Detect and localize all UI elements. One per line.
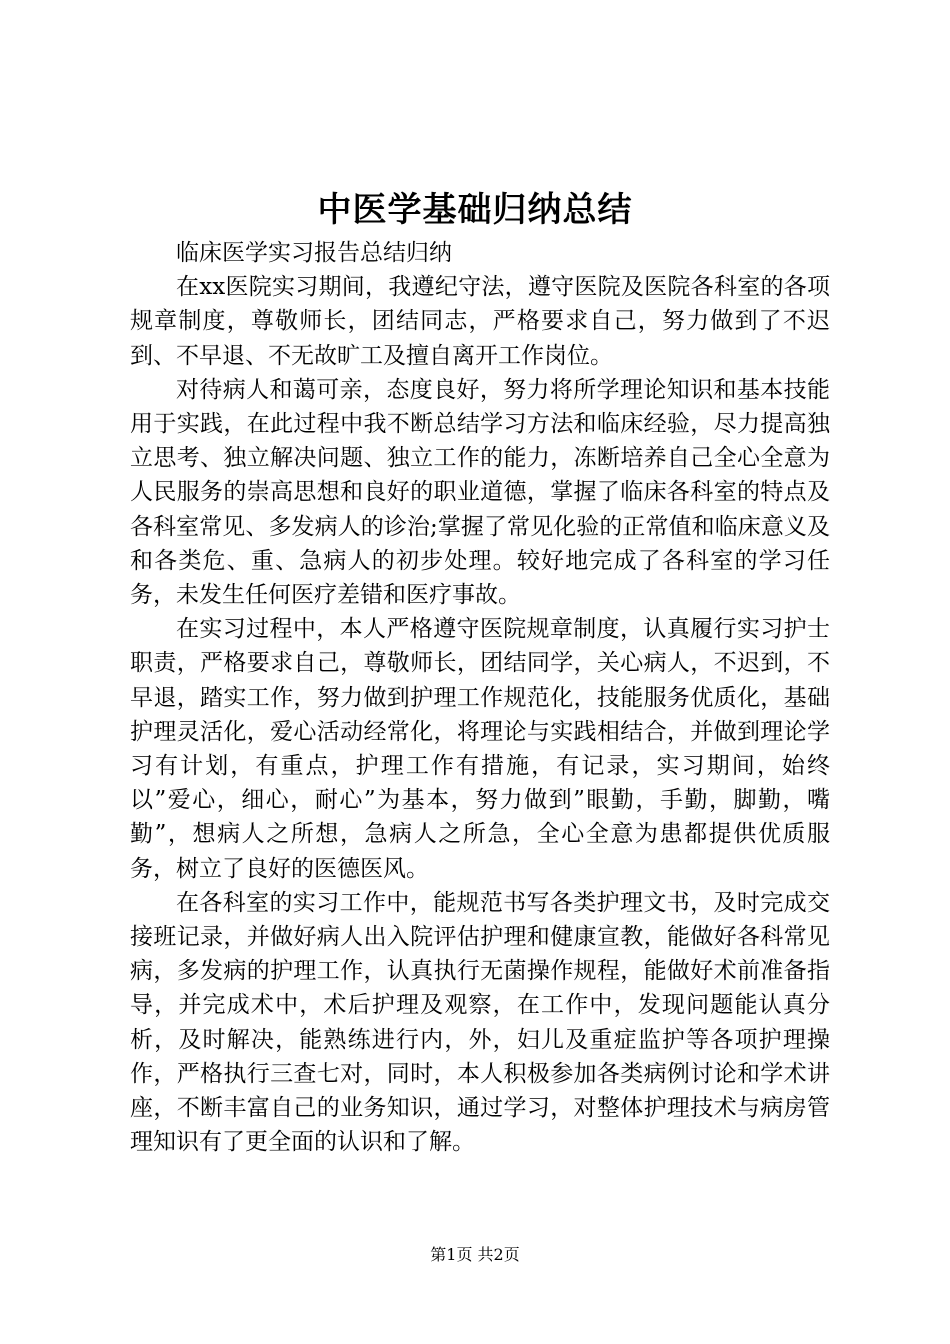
- subtitle-paragraph: 临床医学实习报告总结归纳: [176, 240, 452, 266]
- page-number-footer: 第1页 共2页: [430, 1245, 520, 1264]
- body-paragraph: 在xx医院实习期间，我遵纪守法，遵守医院及医院各科室的各项规章制度，尊敬师长，团结同志，严格要求自己，努力做到了不迟到、不早退、不无故旷工及擅自离开工作岗位。: [130, 274, 830, 369]
- body-paragraph: 在各科室的实习工作中，能规范书写各类护理文书，及时完成交接班记录，并做好病人出入院评估护理和健康宣教，能做好各科常见病，多发病的护理工作，认真执行无菌操作规程，能做好术前准备指导，并完成术中，术后护理及观察，在工作中，发现问题能认真分析，及时解决，能熟练进行内，外，妇儿及重症监护等各项护理操作，严格执行三查七对，同时，本人积极参加各类病例讨论和学术讲座，不断丰富自己的业务知识，通过学习，对整体护理技术与病房管理知识有了更全面的认识和了解。: [130, 889, 830, 1156]
- document-title: 中医学基础归纳总结: [317, 190, 633, 230]
- document-body: [130, 236, 830, 1159]
- body-paragraph: 在实习过程中，本人严格遵守医院规章制度，认真履行实习护士职责，严格要求自己，尊敬师长，团结同学，关心病人，不迟到，不早退，踏实工作，努力做到护理工作规范化，技能服务优质化，基础护理灵活化，爱心活动经常化，将理论与实践相结合，并做到理论学习有计划，有重点，护理工作有措施，有记录，实习期间，始终以”爱心，细心，耐心”为基本，努力做到”眼勤，手勤，脚勤，嘴勤”，想病人之所想，急病人之所急，全心全意为患都提供优质服务，树立了良好的医德医风。: [130, 616, 830, 882]
- body-paragraph: 对待病人和蔼可亲，态度良好，努力将所学理论知识和基本技能用于实践，在此过程中我不断总结学习方法和临床经验，尽力提高独立思考、独立解决问题、独立工作的能力，冻断培养自己全心全意为人民服务的崇高思想和良好的职业道德，掌握了临床各科室的特点及各科室常见、多发病人的诊治;掌握了常见化验的正常值和临床意义及和各类危、重、急病人的初步处理。较好地完成了各科室的学习任务，未发生任何医疗差错和医疗事故。: [130, 376, 830, 609]
